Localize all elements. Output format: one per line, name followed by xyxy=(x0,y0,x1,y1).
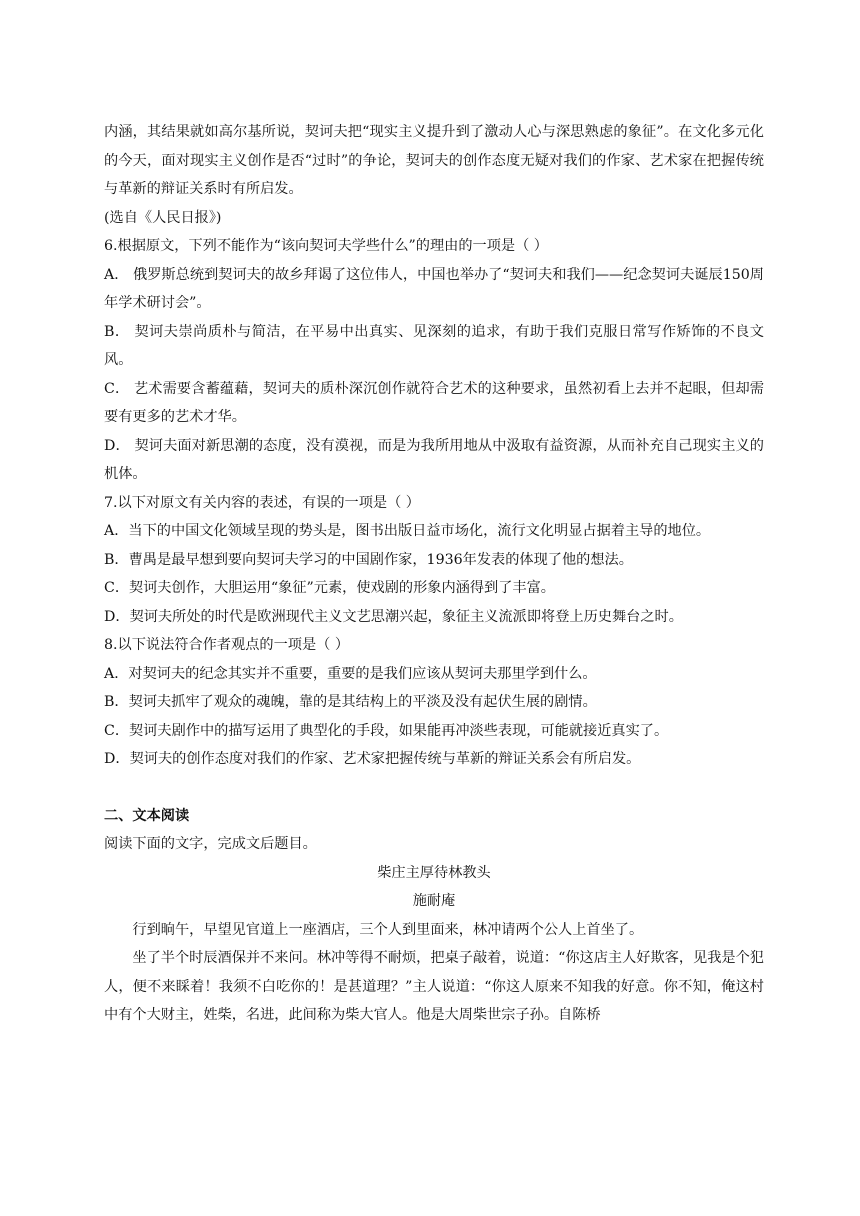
story-title: 柴庄主厚待林教头 xyxy=(377,864,491,881)
story-author: 施耐庵 xyxy=(412,893,456,909)
option-a: A．当下的中国文化领域呈现的势头是，图书出版日益市场化，流行文化明显占据着主导的地位。 xyxy=(104,523,711,539)
question-6 xyxy=(104,232,764,489)
question-7 xyxy=(104,489,764,632)
passage-ending: 内涵，其结果就如高尔基所说，契诃夫把“现实主义提升到了激动人心与深思熟虑的象征”。在文化多元化的今天，面对现实主义创作是否“过时”的争论，契诃夫的创作态度无疑对我们的作家、艺术家在把握传统与革新的辩证关系时有所启发。 xyxy=(104,124,764,197)
option-c: C． 艺术需要含蓄蕴藉，契诃夫的质朴深沉创作就符合艺术的这种要求，虽然初看上去并不起眼，但却需要有更多的艺术才华。 xyxy=(104,380,764,425)
question-stem: 8.以下说法符合作者观点的一项是（ ） xyxy=(104,637,350,653)
option-b: B．曹禺是最早想到要向契诃夫学习的中国剧作家，1936年发表的体现了他的想法。 xyxy=(104,551,633,568)
section-heading: 二、文本阅读 xyxy=(104,807,190,824)
option-b: B．契诃夫抓牢了观众的魂魄，靠的是其结构上的平淡及没有起伏生展的剧情。 xyxy=(104,694,597,710)
option-d: D．契诃夫的创作态度对我们的作家、艺术家把握传统与革新的辩证关系会有所启发。 xyxy=(104,751,641,767)
option-c: C．契诃夫创作，大胆运用“象征”元素，使戏剧的形象内涵得到了丰富。 xyxy=(104,580,555,596)
option-b: B． 契诃夫崇尚质朴与简洁，在平易中出真实、见深刻的追求，有助于我们克服日常写作矫饰的不良文风。 xyxy=(104,323,764,368)
source-note: (选自《人民日报》) xyxy=(104,209,222,226)
option-a: A． 俄罗斯总统到契诃夫的故乡拜谒了这位伟人，中国也举办了“契诃夫和我们——纪念契诃夫诞辰150周年学术研讨会”。 xyxy=(104,266,764,311)
story-paragraph: 坐了半个时辰酒保并不来问。林冲等得不耐烦，把桌子敲着，说道：“你这店主人好欺客，见我是个犯人，便不来睬着！我须不白吃你的！是甚道理？”主人说道：“你这人原来不知我的好意。你不知，俺这村中有个大财主，姓柴，名进，此间称为柴大官人。他是大周柴世宗子孙。自陈桥 xyxy=(104,950,764,1023)
option-d: D．契诃夫所处的时代是欧洲现代主义文艺思潮兴起，象征主义流派即将登上历史舞台之时。 xyxy=(104,608,683,625)
option-d: D． 契诃夫面对新思潮的态度，没有漠视，而是为我所用地从中汲取有益资源，从而补充自己现实主义的机体。 xyxy=(104,437,764,482)
option-a: A．对契诃夫的纪念其实并不重要，重要的是我们应该从契诃夫那里学到什么。 xyxy=(104,665,597,682)
question-8 xyxy=(104,631,764,774)
story-paragraph: 行到晌午，早望见官道上一座酒店，三个人到里面来，林冲请两个公人上首坐了。 xyxy=(132,921,644,938)
reading-instruction: 阅读下面的文字，完成文后题目。 xyxy=(104,836,317,852)
section-spacer xyxy=(104,774,764,802)
question-stem: 7.以下对原文有关内容的表述，有误的一项是（ ） xyxy=(104,494,420,511)
option-c: C．契诃夫剧作中的描写运用了典型化的手段，如果能再冲淡些表现，可能就接近真实了。 xyxy=(104,722,669,739)
question-stem: 6.根据原文，下列不能作为“该向契诃夫学些什么”的理由的一项是（ ） xyxy=(104,238,548,254)
